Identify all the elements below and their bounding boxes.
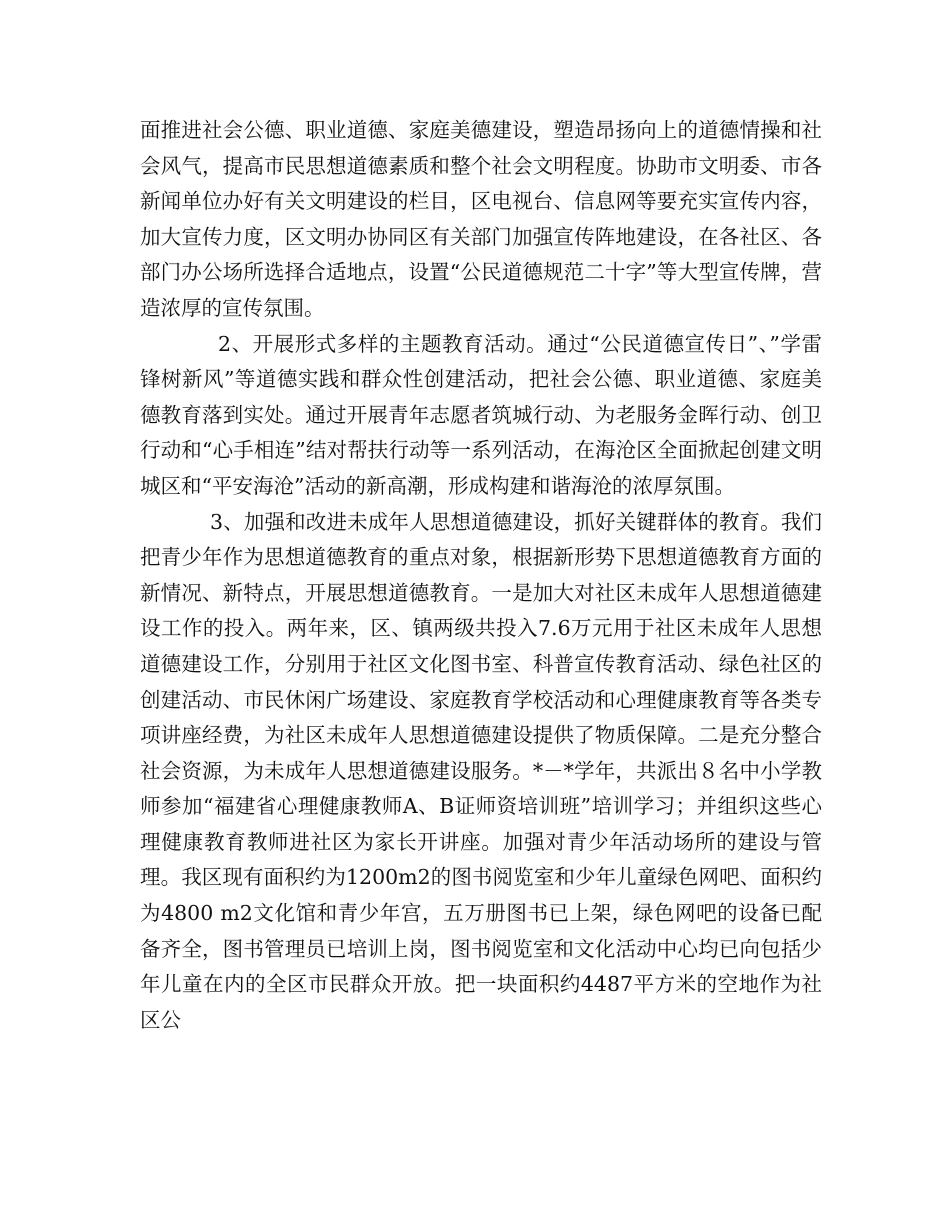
paragraph-theme-education: 2、开展形式多样的主题教育活动。通过“公民道德宣传日”、”学雷锋树新风”等道德实践和群众性创建活动，把社会公德、职业道德、家庭美德教育落到实处。通过开展青年志愿者筑城行动、为老服务金晖行动、创卫行动和“心手相连”结对帮扶行动等一系列活动，在海沧区全面掀起创建文明城区和“平安海沧”活动的新高潮，形成构建和谐海沧的浓厚氛围。 bbox=[140, 331, 822, 498]
paragraph-moral-construction: 面推进社会公德、职业道德、家庭美德建设，塑造昂扬向上的道德情操和社会风气，提高市民思想道德素质和整个社会文明程度。协助市文明委、市各新闻单位办好有关文明建设的栏目，区电视台、信息网等要充实宣传内容，加大宣传力度，区文明办协同区有关部门加强宣传阵地建设，在各社区、各部门办公场所选择合适地点，设置“公民道德规范二十字”等大型宣传牌，营造浓厚的宣传氛围。 bbox=[140, 118, 822, 320]
paragraph-minors-education: 3、加强和改进未成年人思想道德建设，抓好关键群体的教育。我们把青少年作为思想道德教育的重点对象，根据新形势下思想道德教育方面的新情况、新特点，开展思想道德教育。一是加大对社区未成年人思想道德建设工作的投入。两年来，区、镇两级共投入7.6万元用于社区未成年人思想道德建设工作，分别用于社区文化图书室、科普宣传教育活动、绿色社区的创建活动、市民休闲广场建设、家庭教育学校活动和心理健康教育等各类专项讲座经费，为社区未成年人思想道德建设提供了物质保障。二是充分整合社会资源，为未成年人思想道德建设服务。*－*学年，共派出８名中小学教师参加“福建省心理健康教师A、B证师资培训班”培训学习；并组织这些心理健康教育教师进社区为家长开讲座。加强对青少年活动场所的建设与管理。我区现有面积约为1200m2的图书阅览室和少年儿童绿色网吧、面积约为4800 m2文化馆和青少年宫，五万册图书已上架，绿色网吧的设备已配备齐全，图书管理员已培训上岗，图书阅览室和文化活动中心均已向包括少年儿童在内的全区市民群众开放。把一块面积约4487平方米的空地作为社区公 bbox=[140, 509, 822, 1032]
document-page bbox=[140, 113, 822, 1038]
